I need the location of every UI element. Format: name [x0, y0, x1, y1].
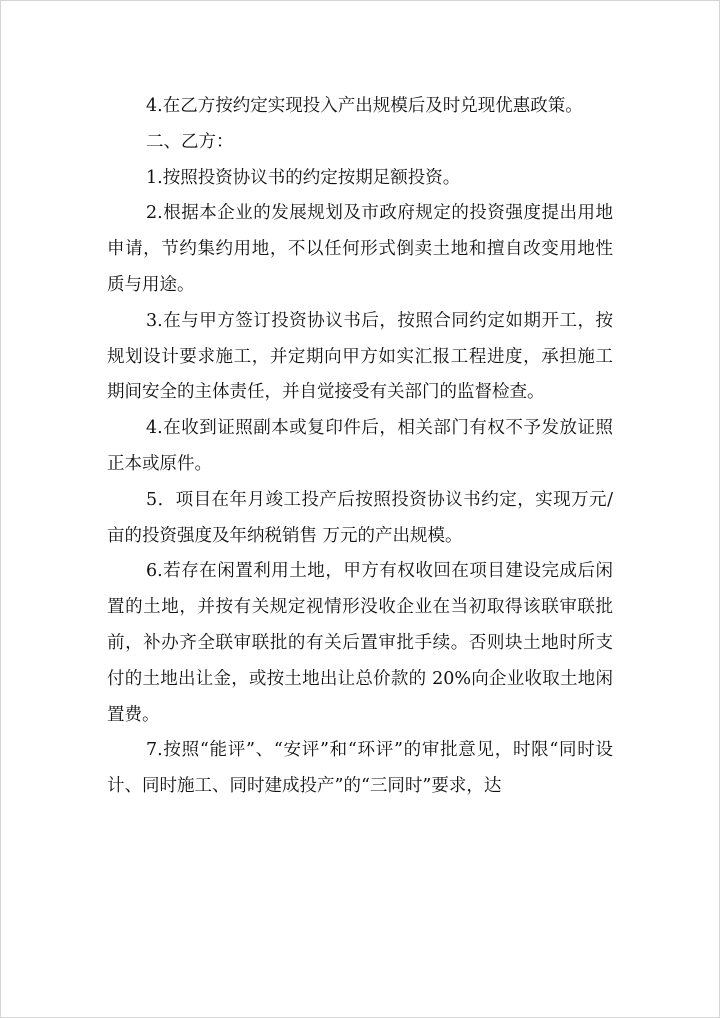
paragraph: 4.在乙方按约定实现投入产出规模后及时兑现优惠政策。	[146, 96, 583, 116]
paragraph: 1.按照投资协议书的约定按期足额投资。	[146, 167, 461, 188]
paragraph: 7.按照“能评”、“安评”和“环评”的审批意见，时限“同时设计、同时施工、同时建成投产”的“三同时”要求，达	[107, 740, 613, 797]
paragraph: 2.根据本企业的发展规划及市政府规定的投资强度提出用地申请，节约集约用地，不以任何形式倒卖土地和擅自改变用地性质与用途。	[107, 203, 613, 295]
document-body	[107, 89, 613, 805]
section-heading: 二、乙方：	[146, 131, 234, 152]
paragraph: 3.在与甲方签订投资协议书后，按照合同约定如期开工，按规划设计要求施工，并定期向甲方如实汇报工程进度，承担施工期间安全的主体责任，并自觉接受有关部门的监督检查。	[107, 310, 613, 403]
paragraph: 4.在收到证照副本或复印件后，相关部门有权不予发放证照正本或原件。	[107, 418, 613, 474]
paragraph: 5．项目在年月竣工投产后按照投资协议书约定，实现万元/亩的投资强度及年纳税销售 万元的产出规模。	[107, 489, 613, 546]
paragraph: 6.若存在闲置利用土地，甲方有权收回在项目建设完成后闲置的土地，并按有关规定视情形没收企业在当初取得该联审联批前，补办齐全联审联批的有关后置审批手续。否则块土地时所支付的土地出让金，或按土地出让总价款的 20%向企业收取土地闲置费。	[107, 561, 613, 725]
